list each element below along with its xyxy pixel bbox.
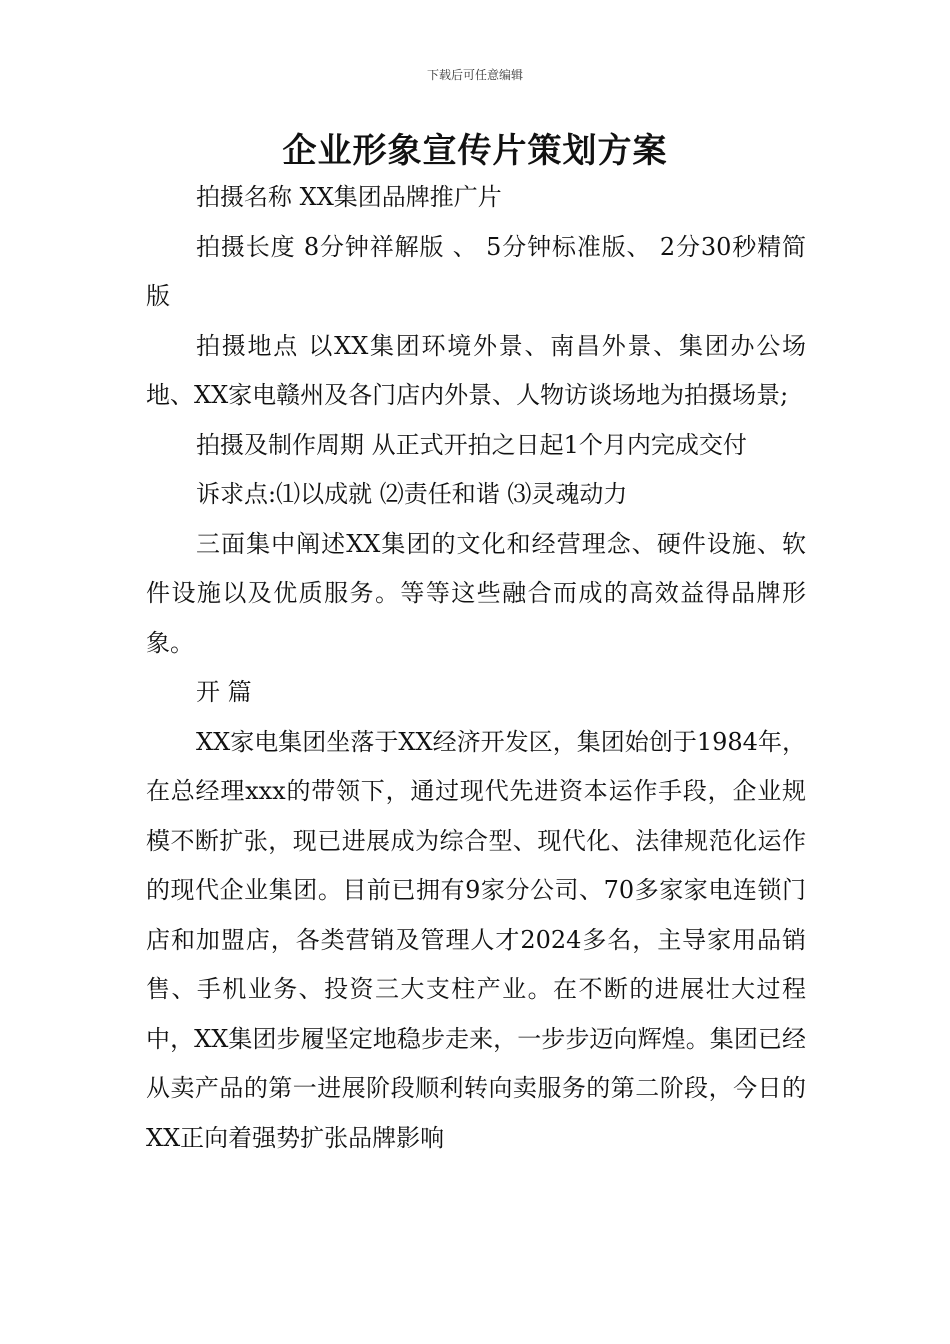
paragraph-production-period: 拍摄及制作周期 从正式开拍之日起1个月内完成交付 (196, 430, 747, 459)
paragraph-shoot-length: 拍摄长度 8分钟祥解版 、 5分钟标准版、 2分30秒精简版 (146, 232, 806, 310)
paragraph-appeal-points: 诉求点:⑴以成就 ⑵责任和谐 ⑶灵魂动力 (196, 480, 628, 508)
document-body (146, 173, 806, 1163)
paragraph-company-intro: XX家电集团坐落于XX经济开发区，集团始创于1984年，在总经理xxx的带领下，通过现代先进资本运作手段，企业规模不断扩张，现已进展成为综合型、现代化、法律规范化运作的现代企业集团。目前已拥有9家分公司、70多家家电连锁门店和加盟店，各类营销及管理人才2024多名，主导家用品销售、手机业务、投资三大支柱产业。在不断的进展壮大过程中，XX集团步履坚定地稳步走来，一步步迈向辉煌。集团已经从卖产品的第一进展阶段顺利转向卖服务的第二阶段，今日的XX正向着强势扩张品牌影响 (146, 727, 806, 1152)
paragraph-shoot-location: 拍摄地点 以XX集团环境外景、南昌外景、集团办公场地、XX家电赣州及各门店内外景、人物访谈场地为拍摄场景; (146, 331, 806, 409)
paragraph-shoot-name: 拍摄名称 XX集团品牌推广片 (196, 183, 502, 211)
document-title: 企业形象宣传片策划方案 (282, 131, 668, 171)
paragraph-overview: 三面集中阐述XX集团的文化和经营理念、硬件设施、软件设施以及优质服务。等等这些融合而成的高效益得品牌形象。 (146, 529, 806, 657)
page-header-note: 下载后可任意编辑 (426, 68, 523, 82)
section-heading-opening: 开 篇 (196, 678, 252, 706)
